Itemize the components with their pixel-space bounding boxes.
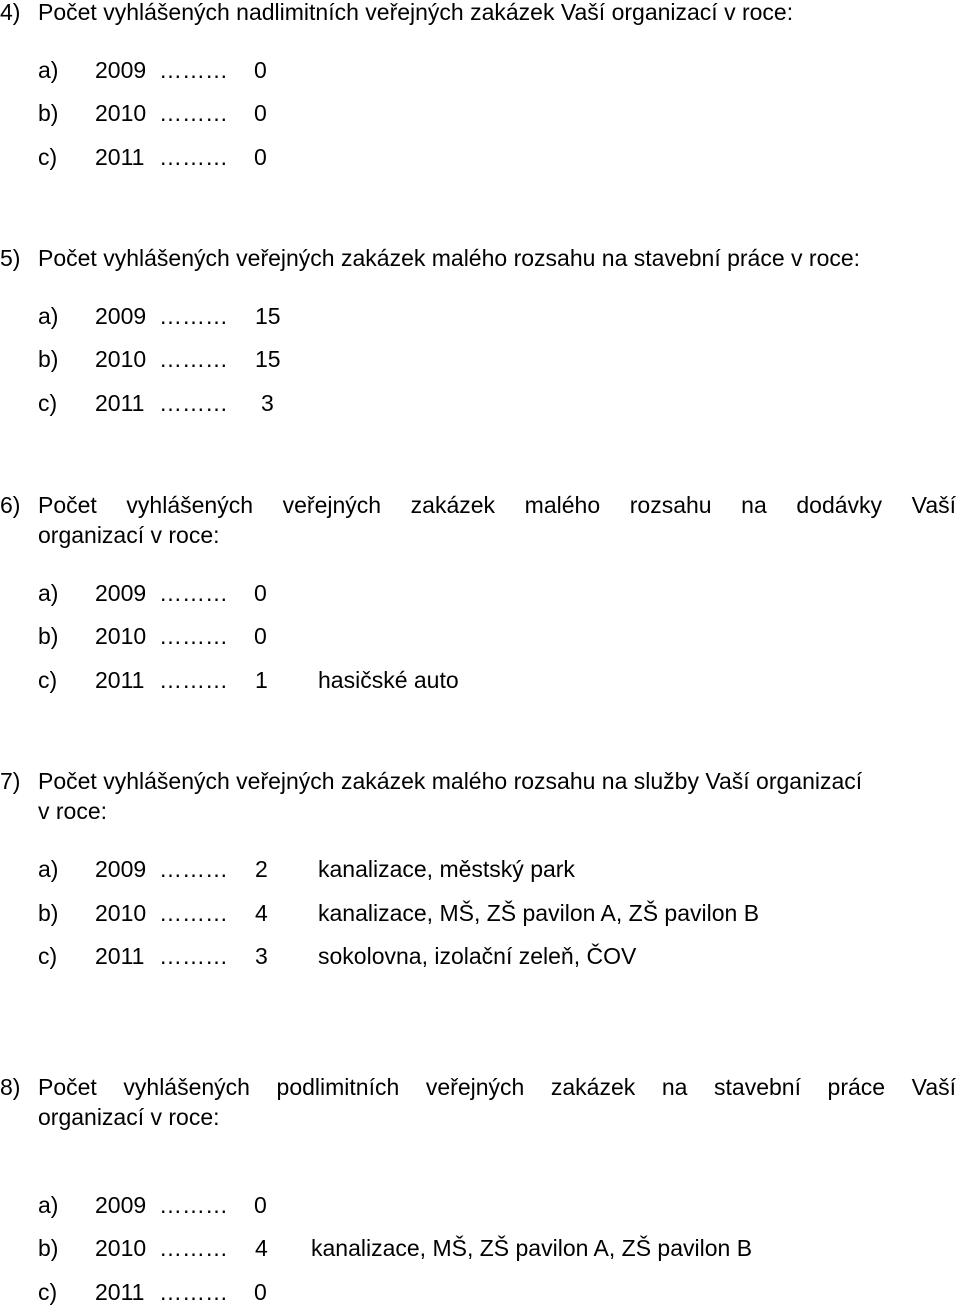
row-dots: ……… [159,144,228,170]
row-value: 0 [254,144,267,170]
row-note: kanalizace, MŠ, ZŠ pavilon A, ZŠ pavilon B [318,900,760,926]
question-number: 4) [0,0,21,25]
row-year: 2009 [95,856,147,882]
row-year: 2010 [95,900,147,926]
row-label: b) [38,1235,59,1261]
question-4 [0,0,956,27]
row-year: 2009 [95,580,147,606]
question-number: 5) [0,245,21,271]
row-dots: ……… [159,1235,228,1261]
row-note: kanalizace, MŠ, ZŠ pavilon A, ZŠ pavilon B [311,1235,753,1261]
row-note: sokolovna, izolační zeleň, ČOV [318,943,637,969]
question-number: 6) [0,492,21,518]
row-value: 4 [255,1235,268,1261]
question-8-continued [0,1102,956,1132]
row-year: 2010 [95,346,147,372]
row-dots: ……… [159,667,228,693]
row-value: 0 [254,580,267,606]
row-label: a) [38,856,59,882]
row-dots: ……… [159,943,228,969]
row-value: 2 [255,856,268,882]
question-6-continued [0,520,956,550]
row-dots: ……… [159,390,228,416]
question-text: Počet vyhlášených veřejných zakázek malého rozsahu na služby Vaší organizací [38,768,863,794]
row-label: b) [38,346,59,372]
row-label: b) [38,900,59,926]
row-year: 2009 [95,303,147,329]
row-value: 0 [254,1279,267,1305]
row-note: hasičské auto [318,667,459,693]
question-6 [0,490,956,520]
row-value: 1 [255,667,268,693]
row-label: a) [38,580,59,606]
row-dots: ……… [159,580,228,606]
question-number: 7) [0,768,21,794]
row-value: 4 [255,900,268,926]
row-dots: ……… [159,900,228,926]
row-value: 15 [255,346,281,372]
row-year: 2009 [95,1192,147,1218]
row-value: 0 [254,623,267,649]
row-dots: ……… [159,57,228,83]
question-text-continued: v roce: [38,798,108,824]
question-7 [0,766,956,796]
row-label: c) [38,390,58,416]
question-7-continued [0,796,956,826]
row-dots: ……… [159,346,228,372]
question-5 [0,243,956,273]
row-year: 2011 [95,667,145,693]
row-year: 2009 [95,57,147,83]
row-note: kanalizace, městský park [318,856,575,882]
question-text: Počet vyhlášených veřejných zakázek malého rozsahu na dodávky Vaší [38,492,956,518]
row-value: 0 [254,100,267,126]
row-year: 2011 [95,943,145,969]
row-label: c) [38,144,58,170]
question-text: Počet vyhlášených veřejných zakázek malého rozsahu na stavební práce v roce: [38,245,861,271]
row-value: 3 [261,390,274,416]
question-text: Počet vyhlášených nadlimitních veřejných zakázek Vaší organizací v roce: [38,0,794,25]
row-label: b) [38,100,59,126]
row-dots: ……… [159,303,228,329]
row-label: c) [38,667,58,693]
row-label: a) [38,1192,59,1218]
row-value: 3 [255,943,268,969]
question-number: 8) [0,1074,21,1100]
question-8 [0,1072,956,1102]
row-dots: ……… [159,100,228,126]
row-year: 2010 [95,100,147,126]
row-year: 2010 [95,623,147,649]
question-text-continued: organizací v roce: [38,1104,220,1130]
row-label: a) [38,303,59,329]
row-year: 2011 [95,144,145,170]
row-label: b) [38,623,59,649]
row-label: c) [38,1279,58,1305]
row-value: 0 [254,57,267,83]
question-text: Počet vyhlášených podlimitních veřejných zakázek na stavební práce Vaší [38,1074,956,1100]
row-dots: ……… [159,856,228,882]
row-dots: ……… [159,623,228,649]
row-dots: ……… [159,1279,228,1305]
row-year: 2010 [95,1235,147,1261]
row-year: 2011 [95,1279,145,1305]
row-label: a) [38,57,59,83]
row-value: 15 [255,303,281,329]
row-year: 2011 [95,390,145,416]
row-label: c) [38,943,58,969]
row-value: 0 [254,1192,267,1218]
row-dots: ……… [159,1192,228,1218]
question-text-continued: organizací v roce: [38,522,220,548]
